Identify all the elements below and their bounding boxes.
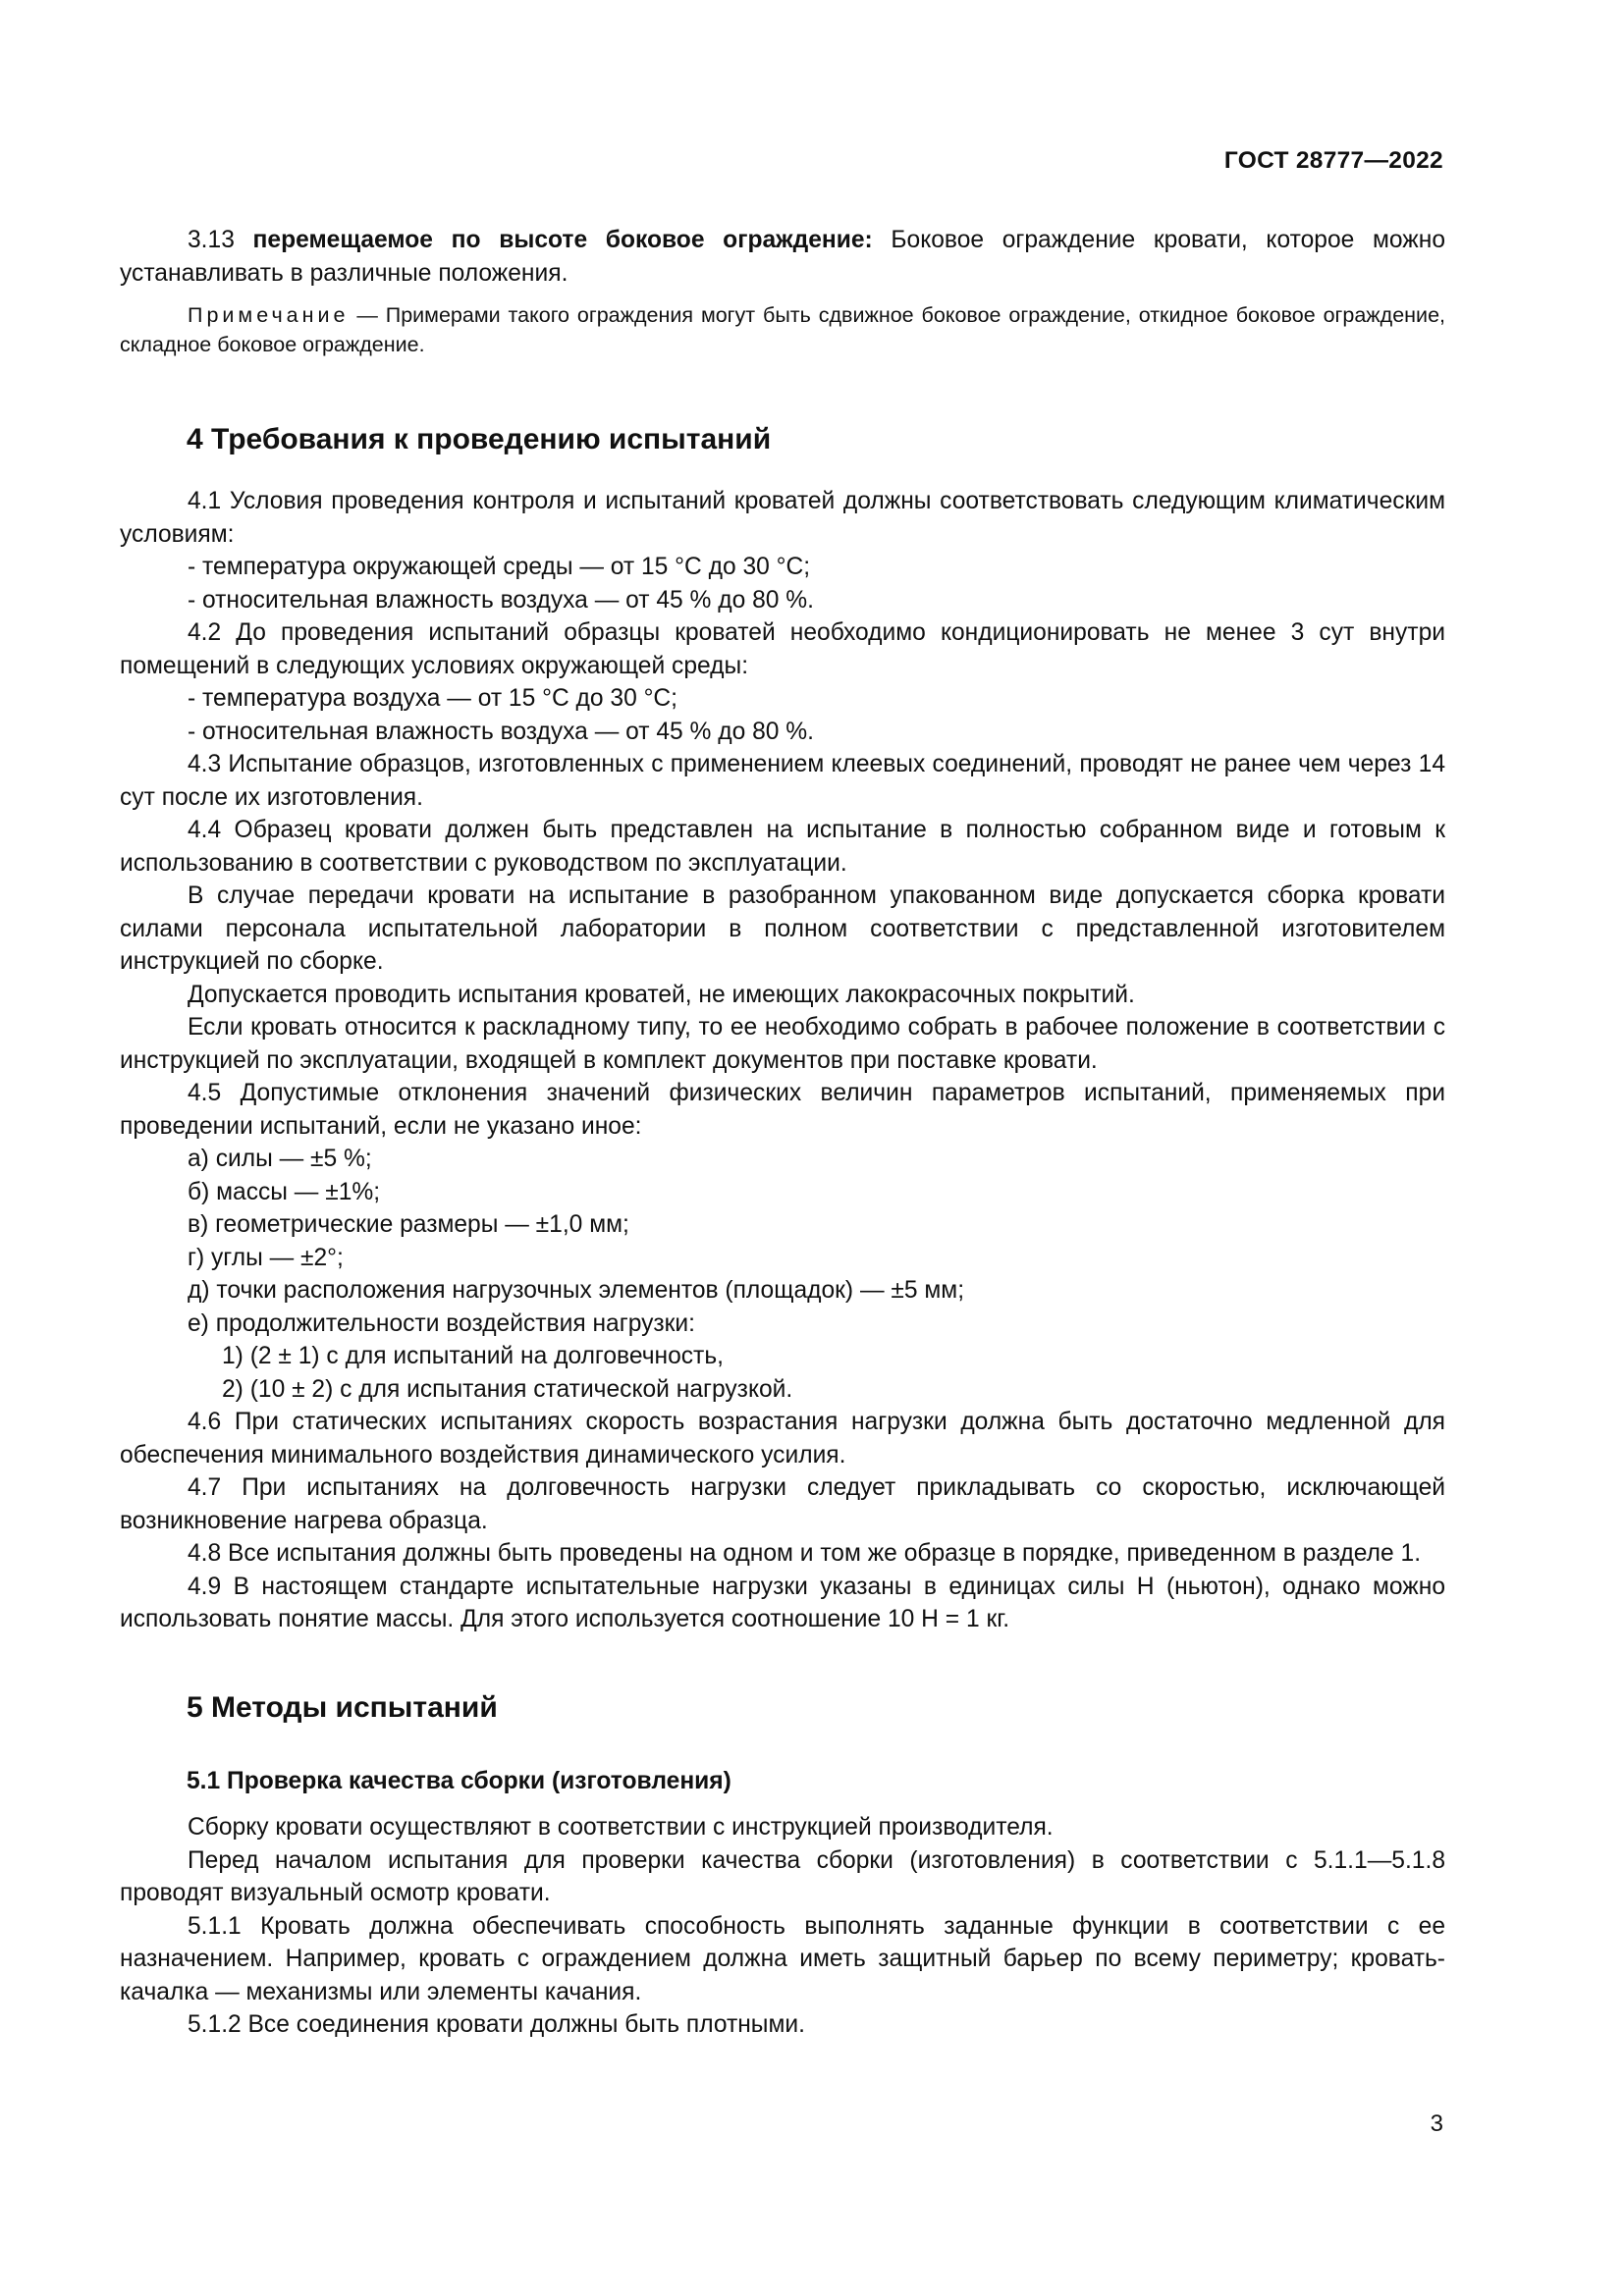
list-item: - температура воздуха — от 15 °С до 30 °С; bbox=[188, 685, 678, 712]
list-item: - температура окружающей среды — от 15 °С до 30 °С; bbox=[188, 554, 811, 580]
page-number: 3 bbox=[1430, 2110, 1443, 2137]
note-label: Примечание bbox=[188, 303, 350, 327]
list-item: б) массы — ±1%; bbox=[188, 1178, 381, 1205]
section-5-heading: 5 Методы испытаний bbox=[187, 1690, 498, 1724]
list-item: в) геометрические размеры — ±1,0 мм; bbox=[188, 1211, 629, 1238]
clause-4-4-para-3: Допускается проводить испытания кроватей, не имеющих лакокрасочных покрытий. bbox=[188, 981, 1135, 1008]
sub-list-item: 2) (10 ± 2) с для испытания статической нагрузкой. bbox=[222, 1375, 793, 1403]
list-item: г) углы — ±2°; bbox=[188, 1244, 344, 1271]
clause-3-13 bbox=[120, 224, 1445, 290]
clause-5-1-2: 5.1.2 Все соединения кровати должны быть плотными. bbox=[188, 2011, 805, 2038]
clause-4-9: 4.9 В настоящем стандарте испытательные нагрузки указаны в единицах силы Н (ньютон), однако можно использовать понятие массы. Для этого используется соотношение 10 Н = 1 кг. bbox=[120, 1573, 1445, 1632]
list-item: - относительная влажность воздуха — от 45 % до 80 %. bbox=[188, 718, 814, 745]
clause-4-1: 4.1 Условия проведения контроля и испытаний кроватей должны соответствовать следующим климатическим условиям: bbox=[120, 488, 1445, 548]
subsection-5-1-heading: 5.1 Проверка качества сборки (изготовления) bbox=[187, 1767, 731, 1794]
section-4-heading: 4 Требования к проведению испытаний bbox=[187, 423, 772, 455]
list-item: - относительная влажность воздуха — от 45 % до 80 %. bbox=[188, 586, 814, 614]
sub-list-item: 1) (2 ± 1) с для испытаний на долговечность, bbox=[222, 1343, 724, 1369]
standard-code: ГОСТ 28777—2022 bbox=[1223, 147, 1443, 174]
list-item: е) продолжительности воздействия нагрузки: bbox=[188, 1309, 696, 1337]
paragraph: Перед началом испытания для проверки качества сборки (изготовления) в соответствии с 5.1.1—5.1.8 проводят визуальный осмотр кровати. bbox=[120, 1846, 1445, 1906]
term-definition: Боковое ограждение кровати, которое можно устанавливать в различные положения. bbox=[120, 227, 1445, 287]
list-item: а) силы — ±5 %; bbox=[188, 1146, 372, 1172]
note bbox=[120, 301, 1445, 359]
clause-4-5: 4.5 Допустимые отклонения значений физических величин параметров испытаний, применяемых при проведении испытаний, если не указано иное: bbox=[120, 1080, 1445, 1140]
list-item: д) точки расположения нагрузочных элементов (площадок) — ±5 мм; bbox=[188, 1277, 965, 1304]
clause-number: 3.13 bbox=[188, 227, 253, 253]
clause-4-4-para-2: В случае передачи кровати на испытание в разобранном упакованном виде допускается сборка кровати силами персонала испытательной лаборатории в полном соответствии с представленной изготовителем инструкцией по сборке. bbox=[120, 882, 1445, 975]
paragraph: Сборку кровати осуществляют в соответствии с инструкцией производителя. bbox=[188, 1814, 1054, 1841]
clause-4-7: 4.7 При испытаниях на долговечность нагрузки следует прикладывать со скоростью, исключающей возникновение нагрева образца. bbox=[120, 1474, 1445, 1534]
clause-5-1-1: 5.1.1 Кровать должна обеспечивать способность выполнять заданные функции в соответствии с ее назначением. Например, кровать с ограждением должна иметь защитный барьер по всему периметру; кровать-качалка — механизмы или элементы качания. bbox=[120, 1912, 1445, 2005]
document-body bbox=[120, 224, 1445, 2042]
clause-4-4: 4.4 Образец кровати должен быть представлен на испытание в полностью собранном виде и готовым к использованию в соответствии с руководством по эксплуатации. bbox=[120, 817, 1445, 877]
clause-4-2: 4.2 До проведения испытаний образцы кроватей необходимо кондиционировать не менее 3 сут внутри помещений в следующих условиях окружающей среды: bbox=[120, 619, 1445, 679]
clause-4-3: 4.3 Испытание образцов, изготовленных с применением клеевых соединений, проводят не ранее чем через 14 сут после их изготовления. bbox=[120, 751, 1445, 811]
term: перемещаемое по высоте боковое ограждение: bbox=[252, 227, 873, 253]
clause-4-6: 4.6 При статических испытаниях скорость возрастания нагрузки должна быть достаточно медленной для обеспечения минимального воздействия динамического усилия. bbox=[120, 1409, 1445, 1468]
note-text: — Примерами такого ограждения могут быть сдвижное боковое ограждение, откидное боковое ограждение, складное боковое ограждение. bbox=[120, 303, 1445, 356]
clause-4-4-para-4: Если кровать относится к раскладному типу, то ее необходимо собрать в рабочее положение в соответствии с инструкцией по эксплуатации, входящей в комплект документов при поставке кровати. bbox=[120, 1014, 1445, 1074]
clause-4-8: 4.8 Все испытания должны быть проведены на одном и том же образце в порядке, приведенном в разделе 1. bbox=[188, 1540, 1422, 1567]
